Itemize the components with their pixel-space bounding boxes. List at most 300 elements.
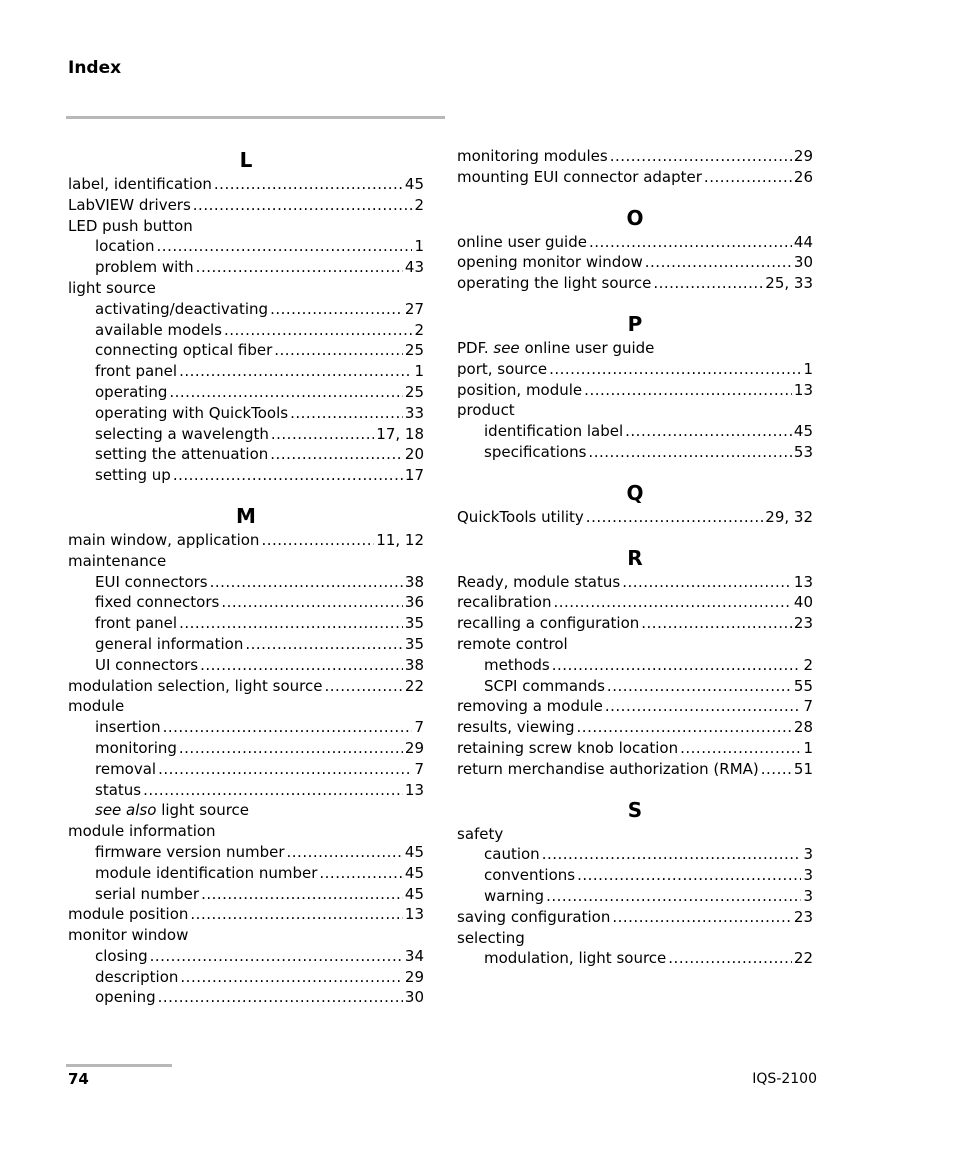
index-entry [457,613,813,634]
page-reference: 40 [793,593,813,612]
index-term [484,948,666,969]
dot-leader [761,759,792,780]
index-term [484,676,605,697]
index-term-text: recalling a configuration [457,614,640,633]
index-term-text: maintenance [68,551,167,570]
index-term-text: closing [95,946,148,965]
index-term [95,780,141,801]
dot-leader [245,634,403,655]
page-reference: 1 [803,738,813,757]
page-reference: 23 [793,614,813,633]
page-reference: 34 [404,946,424,965]
dot-leader [270,444,403,465]
index-term-text: available models [95,320,222,339]
dot-leader [274,340,403,361]
page-reference: 27 [404,299,424,318]
index-term [68,195,191,216]
page-reference: 7 [414,759,424,778]
index-term-text: monitor window [68,926,189,945]
dot-leader [653,273,763,294]
index-term [484,655,550,676]
page-reference: 55 [793,676,813,695]
index-term [95,236,155,257]
index-term-text: conventions [484,866,576,885]
dot-leader [158,987,403,1008]
footer-divider [66,1064,172,1067]
index-subentry [68,444,424,465]
index-term [457,359,547,380]
index-term-text: module position [68,905,189,924]
section-spacer [457,188,813,204]
page-reference: 29, 32 [765,507,813,526]
dot-leader [586,507,763,528]
index-subentry [68,717,424,738]
index-subentry [68,465,424,486]
index-entry [457,252,813,273]
index-term [95,946,148,967]
index-term [68,821,216,842]
dot-leader [150,946,403,967]
page-reference: 7 [414,718,424,737]
dot-leader [290,403,403,424]
index-term-text: retaining screw knob location [457,738,679,757]
index-entry [68,676,424,697]
index-term-text: light source [68,278,156,297]
dot-leader [201,884,403,905]
index-term-text: fixed connectors [95,593,220,612]
index-term-text: selecting a wavelength [95,424,269,443]
index-term-text: module identification number [95,863,318,882]
index-entry [457,717,813,738]
index-term-text: setting the attenuation [95,445,269,464]
dot-leader [552,655,802,676]
index-term-text: SCPI commands [484,676,605,695]
index-entry [457,359,813,380]
index-entry [457,400,813,421]
index-term-text: insertion [95,718,161,737]
dot-leader [549,359,801,380]
index-term-text: module [68,697,125,716]
dot-leader [584,380,792,401]
dot-leader [270,299,403,320]
index-term [68,174,212,195]
index-subentry [68,320,424,341]
index-term [95,863,317,884]
index-entry [457,507,813,528]
index-term [457,907,610,928]
index-term-text: serial number [95,884,200,903]
page-reference: 29 [793,147,813,165]
page-reference: 51 [793,759,813,778]
index-subentry [68,738,424,759]
index-term [484,844,540,865]
index-term [95,361,177,382]
index-term [457,400,515,421]
index-subentry [68,592,424,613]
index-term [484,865,575,886]
index-entry [457,759,813,780]
page-reference: 20 [404,445,424,464]
index-subentry [68,884,424,905]
page-reference: 17 [404,466,424,485]
page-reference: 25, 33 [765,274,813,293]
index-term [95,759,156,780]
index-term-text: opening [95,988,156,1007]
dot-leader [143,780,403,801]
index-term [457,572,620,593]
index-column-right [457,146,813,969]
index-term-text: operating with QuickTools [95,403,289,422]
index-term-text: removal [95,759,157,778]
index-term [95,320,222,341]
index-subentry [68,967,424,988]
dot-leader [588,442,791,463]
cross-reference-target: online user guide [524,338,655,357]
index-term-text: methods [484,655,550,674]
index-term-text: caution [484,845,540,864]
index-entry [68,821,424,842]
section-letter-heading: P [627,311,643,336]
index-term [457,273,651,294]
page-reference: 2 [414,195,424,214]
index-term [457,928,525,949]
index-term-text: QuickTools utility [457,507,584,526]
page-reference: 26 [793,167,813,186]
dot-leader [196,257,403,278]
dot-leader [622,572,792,593]
section-letter-heading: O [626,205,644,230]
index-term [95,655,198,676]
dot-leader [641,613,792,634]
index-term [95,842,285,863]
page-reference: 43 [404,258,424,277]
index-entry [457,592,813,613]
index-entry [68,551,424,572]
cross-reference-label: see also [95,801,157,820]
page-reference: 22 [793,949,813,968]
index-term-text: position, module [457,380,583,399]
index-term-text: LabVIEW drivers [68,195,191,214]
index-column-left [68,146,424,1008]
index-term [457,759,759,780]
index-term [95,884,199,905]
index-term-text: product [457,401,515,420]
page-reference: 3 [803,845,813,864]
index-term-text: mounting EUI connector adapter [457,167,702,186]
index-term [457,167,702,188]
dot-leader [542,844,802,865]
dot-leader [193,195,413,216]
index-entry [68,904,424,925]
page-reference: 29 [404,738,424,757]
index-entry [68,174,424,195]
page-reference: 13 [793,572,813,591]
page-reference: 13 [793,380,813,399]
index-term [95,634,243,655]
index-term [95,465,171,486]
index-term-text: removing a module [457,697,603,716]
page-reference: 3 [803,866,813,885]
index-term [95,800,249,821]
index-term [95,738,177,759]
dot-leader [224,320,412,341]
index-term [95,340,272,361]
index-term-text: remote control [457,634,568,653]
index-entry [68,925,424,946]
index-term-text: EUI connectors [95,572,208,591]
index-term [95,987,156,1008]
dot-leader [553,592,791,613]
dot-leader [589,232,792,253]
index-term [457,696,603,717]
dot-leader [546,886,801,907]
index-term [68,676,322,697]
index-term [95,572,208,593]
section-letter-heading: S [627,797,643,822]
index-term [68,696,124,717]
page-reference: 1 [414,237,424,256]
index-term [68,551,166,572]
index-term [95,257,194,278]
section-spacer [457,528,813,544]
index-term-text: opening monitor window [457,253,643,272]
page-reference: 7 [803,697,813,716]
index-term [95,592,219,613]
index-term [68,278,156,299]
index-entry [68,216,424,237]
index-term-text: setting up [95,466,171,485]
index-term-text: operating the light source [457,274,652,293]
index-term-text: front panel [95,362,178,381]
index-term [95,382,167,403]
index-term-text: problem with [95,258,194,277]
index-term [457,338,654,359]
index-term [68,904,188,925]
index-term [457,146,608,167]
index-term [95,717,161,738]
page-reference: 3 [803,886,813,905]
page-reference: 53 [793,442,813,461]
index-term [68,530,259,551]
index-term [95,613,177,634]
index-term [457,592,551,613]
index-term-text: connecting optical fiber [95,341,273,360]
index-subentry [68,572,424,593]
index-term-text: saving configuration [457,907,611,926]
index-term-text: monitoring [95,738,177,757]
page-reference: 17, 18 [376,424,424,443]
page-reference: 13 [404,905,424,924]
section-spacer [457,294,813,310]
index-subentry [68,361,424,382]
index-term-text: Ready, module status [457,572,621,591]
page-reference: 2 [414,320,424,339]
index-subentry [68,340,424,361]
page-reference: 13 [404,780,424,799]
section-spacer [457,463,813,479]
index-entry [68,696,424,717]
dot-leader [704,167,792,188]
index-subentry [68,780,424,801]
dot-leader [158,759,412,780]
index-subentry [457,442,813,463]
index-subentry [457,421,813,442]
index-subentry [68,299,424,320]
footer-product-name: IQS-2100 [752,1071,817,1087]
dot-leader [180,967,403,988]
index-term-text: location [95,237,155,256]
index-term-text: modulation, light source [484,949,667,968]
index-term [68,925,188,946]
index-entry [457,146,813,167]
dot-leader [607,676,792,697]
index-term [457,717,575,738]
dot-leader [179,361,412,382]
index-entry [457,634,813,655]
index-term-text: status [95,780,142,799]
index-term-text: front panel [95,614,178,633]
dot-leader [324,676,402,697]
index-term-text: recalibration [457,593,552,612]
index-entry [457,907,813,928]
page-reference: 30 [404,988,424,1007]
footer-page-number: 74 [68,1070,89,1088]
dot-leader [612,907,792,928]
dot-leader [169,382,403,403]
section-spacer [457,780,813,796]
dot-leader [179,738,403,759]
page-reference: 38 [404,572,424,591]
index-term-text: label, identification [68,175,212,193]
index-term [68,216,193,237]
index-term-text: results, viewing [457,718,575,737]
index-term-text: module information [68,822,216,841]
section-letter-heading: Q [626,480,644,505]
index-subentry [68,613,424,634]
index-subentry [68,634,424,655]
index-term-text: main window, application [68,530,260,549]
index-term-text: selecting [457,928,525,947]
section-letter-heading: R [627,545,643,570]
index-term [457,613,639,634]
section-letter-heading: M [236,503,256,528]
index-term-text: specifications [484,442,587,461]
page-reference: 11, 12 [376,530,424,549]
page-reference: 25 [404,341,424,360]
index-term-text: general information [95,634,244,653]
index-subentry [68,257,424,278]
index-entry [457,696,813,717]
dot-leader [163,717,413,738]
dot-leader [221,592,403,613]
index-term [95,444,268,465]
page-header-title: Index [68,58,122,78]
index-term [95,403,288,424]
page-reference: 28 [793,718,813,737]
index-term [457,738,678,759]
dot-leader [190,904,403,925]
dot-leader [319,863,403,884]
page-reference: 33 [404,403,424,422]
index-term [484,421,623,442]
index-entry [457,380,813,401]
section-spacer [68,486,424,502]
index-term [484,886,544,907]
page-reference: 30 [793,253,813,272]
index-term-text: description [95,967,179,986]
index-subentry [457,655,813,676]
dot-leader [680,738,801,759]
index-entry [457,167,813,188]
index-term [457,232,587,253]
index-term-text: safety [457,824,504,843]
index-term-text: monitoring modules [457,147,608,165]
page-reference: 38 [404,655,424,674]
index-subentry [68,759,424,780]
page-reference: 1 [803,359,813,378]
index-term [484,442,586,463]
dot-leader [577,865,801,886]
index-term-text: return merchandise authorization (RMA) [457,759,759,778]
dot-leader [577,717,792,738]
index-entry [457,738,813,759]
index-term-text: operating [95,382,168,401]
dot-leader [610,146,792,167]
index-term-text: identification label [484,422,624,441]
dot-leader [605,696,802,717]
index-subentry [457,948,813,969]
index-term-text: modulation selection, light source [68,676,323,695]
header-divider [66,116,445,119]
page-reference: 23 [793,907,813,926]
index-term [95,424,269,445]
index-subentry [68,382,424,403]
index-subentry [68,863,424,884]
index-term-text: UI connectors [95,655,199,674]
index-entry [68,530,424,551]
page-reference: 22 [404,676,424,695]
page-reference: 45 [404,175,424,193]
index-subentry [457,844,813,865]
page-reference: 1 [414,362,424,381]
index-entry [68,278,424,299]
dot-leader [173,465,403,486]
index-subentry [68,236,424,257]
page-reference: 35 [404,614,424,633]
page-reference: 44 [793,232,813,251]
index-term [95,299,268,320]
page-reference: 45 [404,884,424,903]
index-entry [457,928,813,949]
index-entry [457,572,813,593]
index-subentry [68,987,424,1008]
page-reference: 29 [404,967,424,986]
index-subentry [68,424,424,445]
dot-leader [625,421,792,442]
index-term [457,380,582,401]
dot-leader [214,174,403,195]
page-reference: 45 [404,863,424,882]
index-term [457,507,584,528]
dot-leader [157,236,413,257]
dot-leader [271,424,374,445]
page-reference: 45 [793,422,813,441]
index-term-text: warning [484,886,545,905]
index-term-text: activating/deactivating [95,299,269,318]
page-reference: 36 [404,593,424,612]
dot-leader [210,572,403,593]
index-term [457,634,568,655]
